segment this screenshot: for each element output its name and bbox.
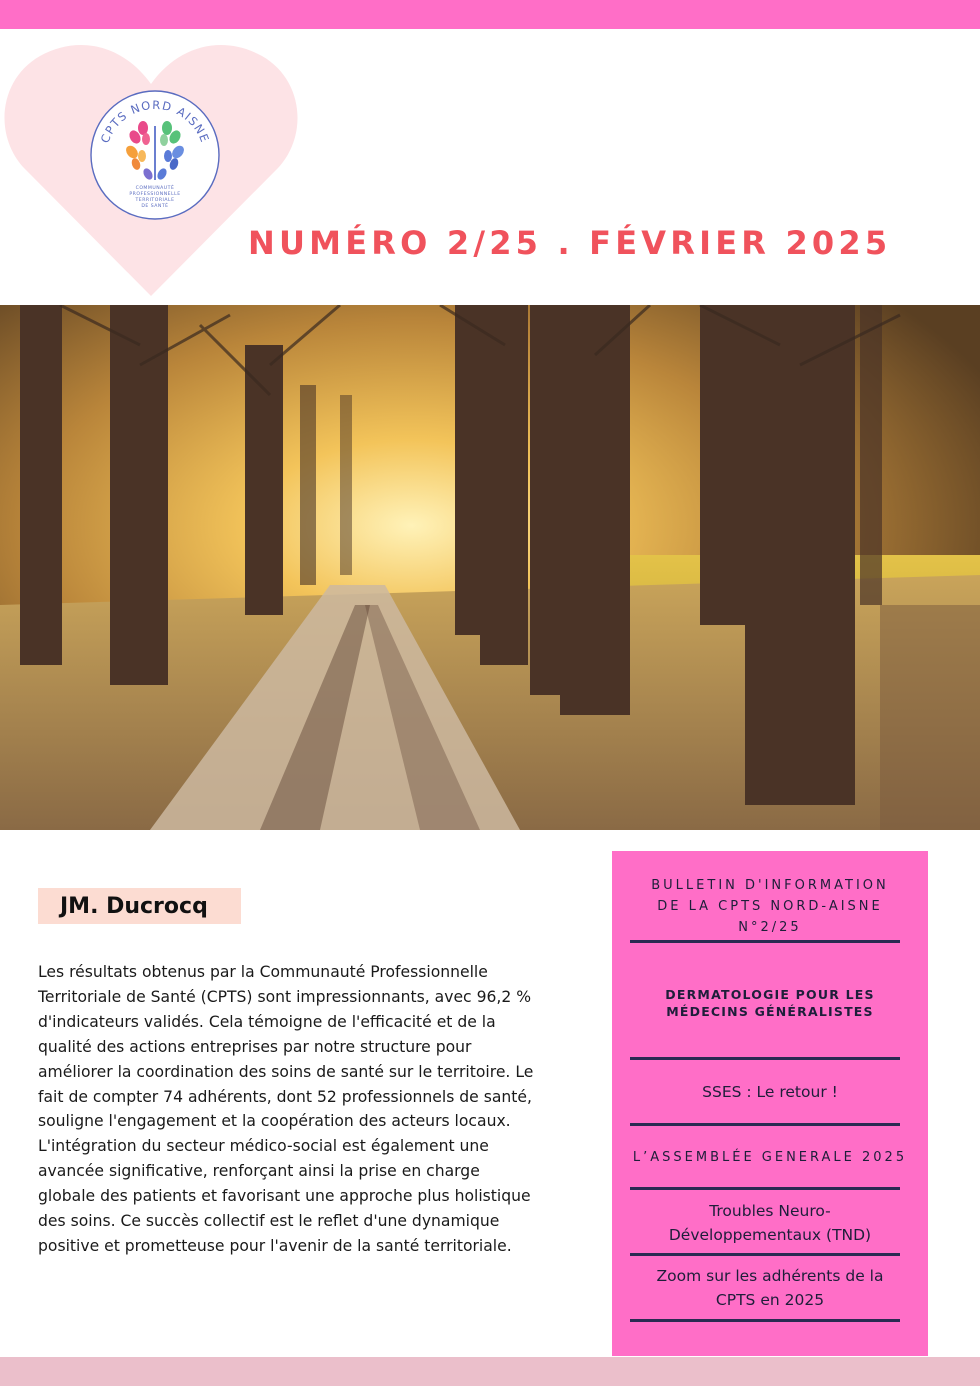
topic-line: DERMATOLOGIE POUR LES <box>665 987 875 1002</box>
bulletin-line: BULLETIN D'INFORMATION <box>651 878 889 893</box>
topic-line: MÉDECINS GÉNÉRALISTES <box>666 1004 874 1019</box>
topic-line: Troubles Neuro- <box>709 1202 831 1220</box>
topic-tnd <box>612 1199 928 1247</box>
divider <box>630 1253 900 1256</box>
topic-line: CPTS en 2025 <box>715 1291 825 1309</box>
article-body <box>38 960 586 1259</box>
article-line: souligne l'engagement et la coopération des acteurs locaux. <box>38 1112 511 1131</box>
article-line: Les résultats obtenus par la Communauté Professionnelle <box>38 963 488 981</box>
bulletin-line: N°2/25 <box>738 920 802 935</box>
divider <box>630 1187 900 1190</box>
logo-sub-line: PROFESSIONNELLE <box>129 192 181 197</box>
forest-path-photo <box>0 305 980 830</box>
article-line: globale des patients et favorisant une approche plus holistique <box>38 1187 531 1206</box>
article-line: positive et prometteuse pour l'avenir de la santé territoriale. <box>38 1236 512 1255</box>
divider <box>630 940 900 943</box>
topic-line: Zoom sur les adhérents de la <box>656 1267 884 1285</box>
divider <box>630 1123 900 1126</box>
article-line: d'indicateurs validés. Cela témoigne de l'efficacité et de la <box>38 1012 496 1031</box>
footer-bar <box>0 1357 980 1386</box>
topic-line: SSES : Le retour ! <box>702 1083 838 1101</box>
logo-sub-line: TERRITORIALE <box>135 198 175 203</box>
top-accent-bar <box>0 0 980 29</box>
article-line: Territoriale de Santé (CPTS) sont impressionnants, avec 96,2 % <box>38 987 532 1006</box>
topic-members-zoom <box>612 1264 928 1312</box>
topic-sses <box>612 1080 928 1104</box>
topic-line: Développementaux (TND) <box>668 1226 872 1244</box>
contents-sidebar <box>612 851 928 1356</box>
issue-title: NUMÉRO 2/25 . FÉVRIER 2025 <box>248 224 892 262</box>
bulletin-heading <box>612 875 928 938</box>
article-line: fait de compter 74 adhérents, dont 52 professionnels de santé, <box>38 1087 532 1106</box>
cpts-logo <box>88 88 222 222</box>
bulletin-line: DE LA CPTS NORD-AISNE <box>657 899 883 914</box>
article-line: des soins. Ce succès collectif est le reflet d'une dynamique <box>38 1212 500 1231</box>
topic-general-assembly <box>612 1147 928 1168</box>
divider <box>630 1319 900 1322</box>
article-line: avancée significative, renforçant ainsi la prise en charge <box>38 1162 480 1181</box>
article-line: L'intégration du secteur médico-social est également une <box>38 1137 489 1156</box>
topic-dermatology <box>612 986 928 1020</box>
article-line: améliorer la coordination des soins de santé sur le territoire. Le <box>38 1062 534 1081</box>
topic-line: L’ASSEMBLÉE GENERALE 2025 <box>632 1150 908 1165</box>
article-line: qualité des actions entreprises par notre structure pour <box>38 1037 472 1056</box>
author-name: JM. Ducrocq <box>60 894 208 919</box>
logo-sub-line: COMMUNAUTÉ <box>135 186 175 191</box>
divider <box>630 1057 900 1060</box>
logo-sub-line: DE SANTÉ <box>141 204 169 209</box>
logo-ring-text: CPTS NORD AISNE <box>97 97 213 145</box>
